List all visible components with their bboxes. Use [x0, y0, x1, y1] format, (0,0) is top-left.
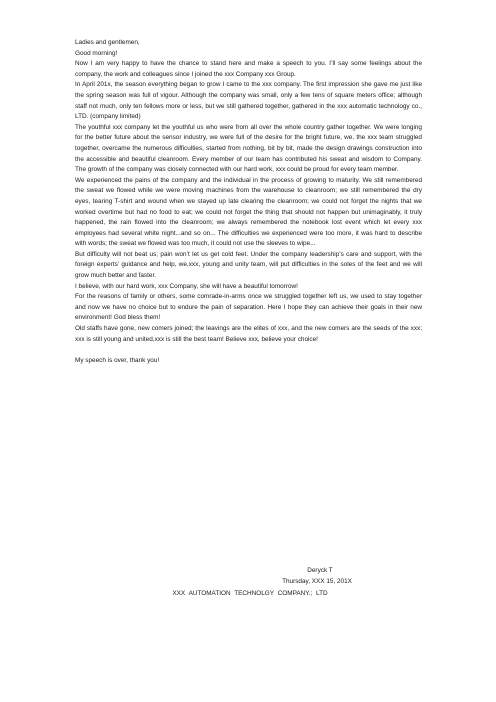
body-paragraph: Old staffs have gone, new comers joined; the leavings are the elites of xxx, and the new comers are the seeds of the xxx; xxx is still young and united,xxx is still the best team! Believe xxx, believe your choice!: [75, 325, 422, 343]
greeting: Good morning!: [75, 49, 118, 57]
signature-date: Thursday, XXX 15, 201X: [282, 578, 352, 586]
body-paragraph: In April 201x, the season everything began to grow I came to the xxx company. The first impression she gave me just like the spring season was full of vigour. Although the company was small, only a few tens of square meters office; although staff not much, only ten fellows more or less, but we still gathered together, gathered in the xxx automatic technology co., LTD. (company limited): [75, 81, 422, 121]
closing-line: My speech is over, thank you!: [75, 356, 160, 364]
signature-block: [0, 565, 496, 599]
salutation: Ladies and gentlemen,: [75, 39, 140, 46]
body-paragraph: Now I am very happy to have the chance to stand here and make a speech to you. I’ll say some feelings about the company, the work and colleagues since I joined the xxx Company xxx Group.: [75, 60, 422, 78]
body-paragraph: For the reasons of family or others, some comrade-in-arms once we struggled together left us, we used to stay together and now we have no choice but to endure the pain of separation. Here I hope they can achieve their goals in their new environment! God bless them!: [75, 293, 422, 322]
body-paragraph: I believe, with our hard work, xxx Company, she will have a beautiful tomorrow!: [75, 282, 298, 290]
body-paragraph: The youthful xxx company let the youthful us who were from all over the whole country gather together. We were longing for the better future about the sensor industry, we were full of the desire for the bright future, we, the xxx team struggled together, overcame the numerous difficulties, started from nothing, bit by bit, made the design drawings construction into the accessible and beautiful cleanroom. Every member of our team has contributed his sweat and wisdom to Company. The growth of the company was closely connected with our hard work, xxx could be proud for every team member.: [75, 123, 422, 174]
paragraph-spacer: [75, 345, 422, 356]
body-paragraph: We experienced the pains of the company and the individual in the process of growing to maturity. We still remembered the sweat we flowed while we were moving machines from the warehouse to cleanroom; we still remembered the dry eyes, tearing T-shirt and wound when we stayed up late clearing the cleanroom; we could not forget the nights that we worked overtime but had no food to eat; we could not forget the thing that should not happen but unimaginably, it truly happened, the rain flowed into the cleanroom; we always remembered the notebook lost event which let every xxx employees had several white night...and so on... The difficulties we experienced were too more, it was hard to describe with words; the sweat we flowed was too much, it could not use the sleeves to wipe...: [75, 176, 422, 248]
body-paragraph: But difficulty will not beat us; pain won’t let us get cold feet. Under the company leadership’s care and support, with the foreign experts’ guidance and help, we,xxx, young and unity team, will put difficulties in the soles of the feet and we will grow much better and faster.: [75, 250, 422, 280]
signature-company: XXX AUTOMATION TECHNOLGY COMPANY.; LTD: [172, 589, 328, 597]
signature-name: Deryck T: [307, 567, 333, 574]
speech-document: [75, 38, 422, 366]
